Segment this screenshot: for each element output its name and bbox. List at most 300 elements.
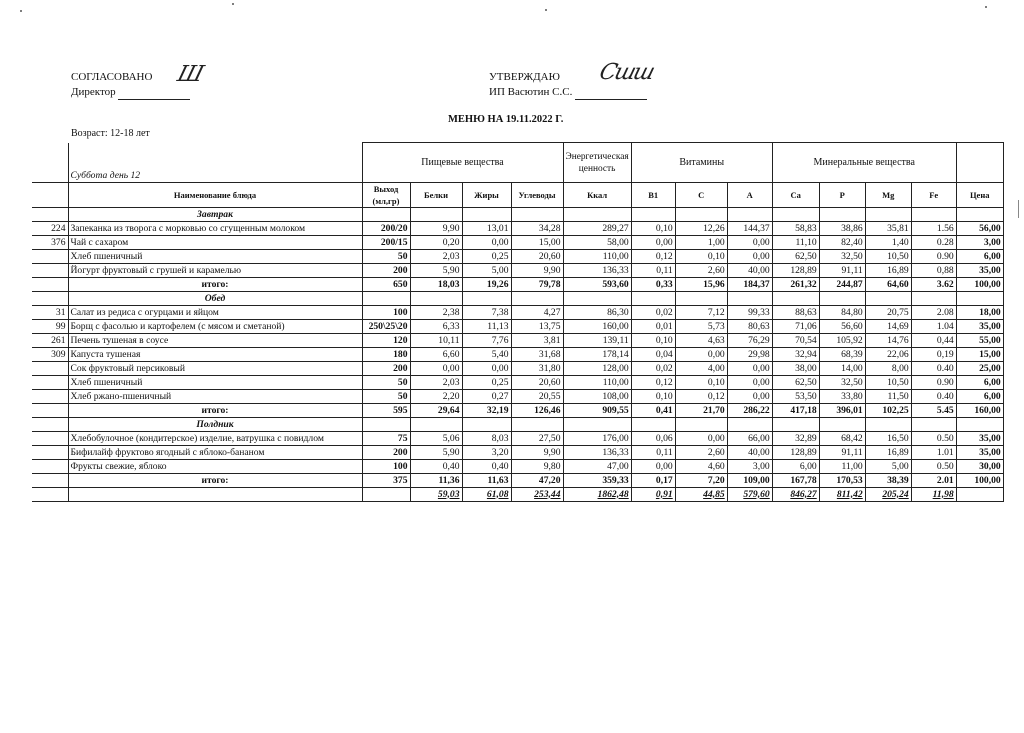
recipe-code: 261	[32, 334, 68, 348]
grand-total-c: 44,85	[675, 488, 727, 502]
cell-c: 0,00	[675, 348, 727, 362]
column-header-row	[32, 183, 1003, 208]
cell-ca: 128,89	[772, 264, 819, 278]
cell-kcal: 110,00	[563, 250, 631, 264]
cell-a: 0,00	[727, 362, 772, 376]
cell-protein: 0,40	[410, 460, 462, 474]
grand-total-fat: 61,08	[462, 488, 511, 502]
cell-yield: 75	[362, 432, 410, 446]
cell-b1: 0,11	[631, 446, 675, 460]
cell-protein: 6,60	[410, 348, 462, 362]
total-c: 7,20	[675, 474, 727, 488]
cell-kcal: 136,33	[563, 446, 631, 460]
column-header: A	[727, 183, 772, 208]
dish-name: Салат из редиса с огурцами и яйцом	[68, 306, 362, 320]
total-kcal: 909,55	[563, 404, 631, 418]
cell-fe: 0.50	[911, 460, 956, 474]
cell-kcal: 47,00	[563, 460, 631, 474]
dish-name: Сок фруктовый персиковый	[68, 362, 362, 376]
cell-carbs: 27,50	[511, 432, 563, 446]
cell-fe: 0.28	[911, 236, 956, 250]
cell-protein: 2,03	[410, 250, 462, 264]
cell-kcal: 176,00	[563, 432, 631, 446]
cell-fat: 8,03	[462, 432, 511, 446]
minerals-group-header: Минеральные вещества	[772, 143, 956, 183]
cell-a: 99,33	[727, 306, 772, 320]
cell-fat: 0,25	[462, 250, 511, 264]
total-price: 100,00	[956, 474, 1003, 488]
total-yield: 650	[362, 278, 410, 292]
total-yield: 595	[362, 404, 410, 418]
dish-row	[32, 446, 1003, 460]
cell-yield: 120	[362, 334, 410, 348]
cell-protein: 0,00	[410, 362, 462, 376]
cell-p: 11,00	[819, 460, 865, 474]
column-header: Mg	[865, 183, 911, 208]
cell-price: 6,00	[956, 390, 1003, 404]
approval-block	[71, 70, 190, 100]
director-signature-line	[118, 99, 190, 100]
cell-fe: 1.56	[911, 222, 956, 236]
column-header: Жиры	[462, 183, 511, 208]
cell-protein: 5,90	[410, 446, 462, 460]
dish-name: Борщ с фасолью и картофелем (с мясом и сметаной)	[68, 320, 362, 334]
cell-price: 35,00	[956, 264, 1003, 278]
cell-yield: 50	[362, 390, 410, 404]
cell-kcal: 108,00	[563, 390, 631, 404]
cell-c: 7,12	[675, 306, 727, 320]
cell-price: 35,00	[956, 320, 1003, 334]
column-header: Fe	[911, 183, 956, 208]
cell-kcal: 136,33	[563, 264, 631, 278]
total-carbs: 79,78	[511, 278, 563, 292]
cell-fat: 13,01	[462, 222, 511, 236]
recipe-code	[32, 376, 68, 390]
dish-row	[32, 222, 1003, 236]
cell-a: 66,00	[727, 432, 772, 446]
section-title: Завтрак	[68, 208, 362, 222]
recipe-code: 376	[32, 236, 68, 250]
recipe-code: 99	[32, 320, 68, 334]
cell-c: 5,73	[675, 320, 727, 334]
cell-price: 6,00	[956, 376, 1003, 390]
cell-fe: 0.90	[911, 376, 956, 390]
cell-fe: 0.50	[911, 432, 956, 446]
cell-mg: 35,81	[865, 222, 911, 236]
cell-kcal: 58,00	[563, 236, 631, 250]
dish-name: Хлеб ржано-пшеничный	[68, 390, 362, 404]
dish-row	[32, 460, 1003, 474]
recipe-code: 309	[32, 348, 68, 362]
cell-ca: 38,00	[772, 362, 819, 376]
column-header: Ca	[772, 183, 819, 208]
cell-p: 32,50	[819, 376, 865, 390]
dish-row	[32, 362, 1003, 376]
dish-name: Запеканка из творога с морковью со сгущенным молоком	[68, 222, 362, 236]
cell-p: 14,00	[819, 362, 865, 376]
cell-mg: 20,75	[865, 306, 911, 320]
total-ca: 417,18	[772, 404, 819, 418]
cell-protein: 0,20	[410, 236, 462, 250]
cell-yield: 100	[362, 306, 410, 320]
dish-name: Бифилайф фруктово ягодный с яблоко-бананом	[68, 446, 362, 460]
cell-p: 38,86	[819, 222, 865, 236]
cell-carbs: 15,00	[511, 236, 563, 250]
total-mg: 38,39	[865, 474, 911, 488]
cell-fe: 0.40	[911, 390, 956, 404]
director-signature: Ш	[174, 62, 205, 87]
cell-ca: 58,83	[772, 222, 819, 236]
cell-a: 80,63	[727, 320, 772, 334]
vitamins-group-header: Витамины	[631, 143, 772, 183]
dish-row	[32, 236, 1003, 250]
cell-p: 32,50	[819, 250, 865, 264]
cell-fat: 0,27	[462, 390, 511, 404]
total-kcal: 593,60	[563, 278, 631, 292]
total-fat: 19,26	[462, 278, 511, 292]
total-c: 15,96	[675, 278, 727, 292]
cell-p: 84,80	[819, 306, 865, 320]
cell-protein: 9,90	[410, 222, 462, 236]
dish-name: Капуста тушеная	[68, 348, 362, 362]
cell-fe: 0,19	[911, 348, 956, 362]
total-ca: 261,32	[772, 278, 819, 292]
cell-fat: 0,25	[462, 376, 511, 390]
grand-total-fe: 11,98	[911, 488, 956, 502]
cell-kcal: 128,00	[563, 362, 631, 376]
cell-kcal: 86,30	[563, 306, 631, 320]
confirm-signature: Сшш	[596, 60, 656, 85]
total-b1: 0,17	[631, 474, 675, 488]
group-header-row	[32, 143, 1003, 183]
cell-ca: 62,50	[772, 250, 819, 264]
total-protein: 11,36	[410, 474, 462, 488]
cell-protein: 5,90	[410, 264, 462, 278]
total-mg: 102,25	[865, 404, 911, 418]
grand-total-row	[32, 488, 1003, 502]
total-mg: 64,60	[865, 278, 911, 292]
cell-p: 56,60	[819, 320, 865, 334]
cell-carbs: 4,27	[511, 306, 563, 320]
dish-row	[32, 432, 1003, 446]
dish-name: Хлеб пшеничный	[68, 376, 362, 390]
recipe-code	[32, 460, 68, 474]
total-p: 170,53	[819, 474, 865, 488]
dish-row	[32, 306, 1003, 320]
cell-carbs: 20,60	[511, 250, 563, 264]
total-fat: 11,63	[462, 474, 511, 488]
dish-row	[32, 334, 1003, 348]
recipe-code	[32, 250, 68, 264]
cell-carbs: 9,90	[511, 446, 563, 460]
total-carbs: 126,46	[511, 404, 563, 418]
cell-ca: 32,89	[772, 432, 819, 446]
section-title: Полдник	[68, 418, 362, 432]
cell-fe: 0,44	[911, 334, 956, 348]
cell-b1: 0,02	[631, 362, 675, 376]
column-header: C	[675, 183, 727, 208]
nutrients-group-header: Пищевые вещества	[362, 143, 563, 183]
cell-mg: 22,06	[865, 348, 911, 362]
dish-name: Хлеб пшеничный	[68, 250, 362, 264]
total-b1: 0,33	[631, 278, 675, 292]
cell-fe: 2.08	[911, 306, 956, 320]
grand-total-carbs: 253,44	[511, 488, 563, 502]
cell-ca: 71,06	[772, 320, 819, 334]
cell-p: 91,11	[819, 264, 865, 278]
cell-carbs: 34,28	[511, 222, 563, 236]
cell-price: 35,00	[956, 446, 1003, 460]
cell-c: 4,63	[675, 334, 727, 348]
recipe-code	[32, 264, 68, 278]
total-c: 21,70	[675, 404, 727, 418]
total-row	[32, 474, 1003, 488]
cell-yield: 250\25\20	[362, 320, 410, 334]
total-a: 109,00	[727, 474, 772, 488]
total-protein: 18,03	[410, 278, 462, 292]
dish-row	[32, 390, 1003, 404]
recipe-code	[32, 362, 68, 376]
dish-row	[32, 348, 1003, 362]
code-header	[32, 183, 68, 208]
cell-fat: 0,00	[462, 362, 511, 376]
cell-carbs: 13,75	[511, 320, 563, 334]
total-kcal: 359,33	[563, 474, 631, 488]
cell-mg: 14,69	[865, 320, 911, 334]
cell-fat: 3,20	[462, 446, 511, 460]
cell-c: 0,00	[675, 432, 727, 446]
cell-a: 0,00	[727, 376, 772, 390]
cell-price: 56,00	[956, 222, 1003, 236]
cell-mg: 16,89	[865, 264, 911, 278]
cell-a: 40,00	[727, 264, 772, 278]
cell-ca: 128,89	[772, 446, 819, 460]
cell-price: 6,00	[956, 250, 1003, 264]
dish-row	[32, 250, 1003, 264]
section-row	[32, 208, 1003, 222]
total-protein: 29,64	[410, 404, 462, 418]
cell-price: 35,00	[956, 432, 1003, 446]
total-fe: 5.45	[911, 404, 956, 418]
cell-a: 3,00	[727, 460, 772, 474]
total-p: 396,01	[819, 404, 865, 418]
recipe-code	[32, 390, 68, 404]
dish-row	[32, 320, 1003, 334]
total-a: 184,37	[727, 278, 772, 292]
cell-c: 12,26	[675, 222, 727, 236]
cell-p: 91,11	[819, 446, 865, 460]
director-label: Директор	[71, 86, 116, 98]
dish-row	[32, 264, 1003, 278]
cell-p: 68,42	[819, 432, 865, 446]
cell-kcal: 110,00	[563, 376, 631, 390]
recipe-code: 31	[32, 306, 68, 320]
cell-b1: 0,10	[631, 390, 675, 404]
cell-protein: 5,06	[410, 432, 462, 446]
cell-mg: 5,00	[865, 460, 911, 474]
column-header: Цена	[956, 183, 1003, 208]
column-header: Ккал	[563, 183, 631, 208]
dish-name: Хлебобулочное (кондитерское) изделие, ватрушка с повидлом	[68, 432, 362, 446]
cell-a: 0,00	[727, 390, 772, 404]
cell-fat: 5,40	[462, 348, 511, 362]
grand-total-ca: 846,27	[772, 488, 819, 502]
dish-name: Йогурт фруктовый с грушей и карамелью	[68, 264, 362, 278]
cell-mg: 8,00	[865, 362, 911, 376]
cell-price: 18,00	[956, 306, 1003, 320]
cell-mg: 11,50	[865, 390, 911, 404]
cell-fe: 0.90	[911, 250, 956, 264]
dish-name: Чай с сахаром	[68, 236, 362, 250]
cell-ca: 6,00	[772, 460, 819, 474]
cell-a: 40,00	[727, 446, 772, 460]
cell-yield: 50	[362, 250, 410, 264]
cell-a: 0,00	[727, 236, 772, 250]
cell-kcal: 160,00	[563, 320, 631, 334]
confirm-signature-line	[575, 99, 647, 100]
cell-yield: 100	[362, 460, 410, 474]
grand-total-mg: 205,24	[865, 488, 911, 502]
grand-total-kcal: 1862,48	[563, 488, 631, 502]
cell-price: 30,00	[956, 460, 1003, 474]
cell-b1: 0,06	[631, 432, 675, 446]
cell-price: 3,00	[956, 236, 1003, 250]
cell-protein: 2,20	[410, 390, 462, 404]
grand-total-p: 811,42	[819, 488, 865, 502]
column-header: Углеводы	[511, 183, 563, 208]
total-fat: 32,19	[462, 404, 511, 418]
cell-b1: 0,10	[631, 334, 675, 348]
cell-price: 15,00	[956, 348, 1003, 362]
cell-a: 29,98	[727, 348, 772, 362]
cell-fat: 7,38	[462, 306, 511, 320]
cell-ca: 32,94	[772, 348, 819, 362]
cell-carbs: 20,55	[511, 390, 563, 404]
cell-c: 4,00	[675, 362, 727, 376]
recipe-code	[32, 446, 68, 460]
cell-fat: 5,00	[462, 264, 511, 278]
cell-b1: 0,00	[631, 460, 675, 474]
menu-table	[32, 142, 1004, 502]
column-header: B1	[631, 183, 675, 208]
cell-b1: 0,11	[631, 264, 675, 278]
cell-carbs: 9,90	[511, 264, 563, 278]
cell-fe: 0,88	[911, 264, 956, 278]
recipe-code	[32, 432, 68, 446]
cell-kcal: 178,14	[563, 348, 631, 362]
day-label: Суббота день 12	[68, 143, 362, 183]
cell-c: 4,60	[675, 460, 727, 474]
cell-a: 144,37	[727, 222, 772, 236]
cell-protein: 10,11	[410, 334, 462, 348]
dish-name: Печень тушеная в соусе	[68, 334, 362, 348]
column-header: Белки	[410, 183, 462, 208]
dish-row	[32, 376, 1003, 390]
grand-total-a: 579,60	[727, 488, 772, 502]
age-label: Возраст: 12-18 лет	[71, 128, 150, 139]
cell-p: 68,39	[819, 348, 865, 362]
section-row	[32, 292, 1003, 306]
cell-fe: 1.04	[911, 320, 956, 334]
cell-c: 0,12	[675, 390, 727, 404]
cell-fat: 7,76	[462, 334, 511, 348]
recipe-code: 224	[32, 222, 68, 236]
grand-total-protein: 59,03	[410, 488, 462, 502]
confirm-label: УТВЕРЖДАЮ	[489, 71, 560, 83]
cell-protein: 2,03	[410, 376, 462, 390]
cell-yield: 200/20	[362, 222, 410, 236]
cell-mg: 1,40	[865, 236, 911, 250]
cell-c: 0,10	[675, 376, 727, 390]
cell-b1: 0,02	[631, 306, 675, 320]
cell-p: 105,92	[819, 334, 865, 348]
total-b1: 0,41	[631, 404, 675, 418]
cell-a: 0,00	[727, 250, 772, 264]
cell-fat: 0,40	[462, 460, 511, 474]
cell-a: 76,29	[727, 334, 772, 348]
cell-b1: 0,04	[631, 348, 675, 362]
cell-mg: 16,50	[865, 432, 911, 446]
total-a: 286,22	[727, 404, 772, 418]
cell-price: 55,00	[956, 334, 1003, 348]
cell-b1: 0,00	[631, 236, 675, 250]
cell-ca: 11,10	[772, 236, 819, 250]
cell-p: 82,40	[819, 236, 865, 250]
cell-yield: 200	[362, 362, 410, 376]
total-row	[32, 404, 1003, 418]
cell-kcal: 289,27	[563, 222, 631, 236]
cell-b1: 0,10	[631, 222, 675, 236]
grand-total-b1: 0,91	[631, 488, 675, 502]
cell-yield: 200	[362, 264, 410, 278]
energy-group-header: Энергетическая ценность	[563, 143, 631, 183]
cell-b1: 0,01	[631, 320, 675, 334]
column-header: P	[819, 183, 865, 208]
cell-b1: 0,12	[631, 376, 675, 390]
section-title: Обед	[68, 292, 362, 306]
confirm-person: ИП Васютин С.С.	[489, 86, 573, 98]
cell-p: 33,80	[819, 390, 865, 404]
cell-mg: 10,50	[865, 376, 911, 390]
total-price: 100,00	[956, 278, 1003, 292]
cell-protein: 6,33	[410, 320, 462, 334]
cell-ca: 62,50	[772, 376, 819, 390]
cell-mg: 16,89	[865, 446, 911, 460]
cell-fe: 1.01	[911, 446, 956, 460]
cell-carbs: 20,60	[511, 376, 563, 390]
cell-yield: 200/15	[362, 236, 410, 250]
cell-yield: 180	[362, 348, 410, 362]
cell-fat: 11,13	[462, 320, 511, 334]
cell-yield: 50	[362, 376, 410, 390]
cell-ca: 70,54	[772, 334, 819, 348]
total-price: 160,00	[956, 404, 1003, 418]
total-row	[32, 278, 1003, 292]
cell-c: 1,00	[675, 236, 727, 250]
total-fe: 3.62	[911, 278, 956, 292]
cell-mg: 10,50	[865, 250, 911, 264]
cell-price: 25,00	[956, 362, 1003, 376]
total-label: итого:	[68, 404, 362, 418]
column-header: Наименование блюда	[68, 183, 362, 208]
cell-yield: 200	[362, 446, 410, 460]
cell-protein: 2,38	[410, 306, 462, 320]
total-label: итого:	[68, 278, 362, 292]
cell-c: 2,60	[675, 446, 727, 460]
total-ca: 167,78	[772, 474, 819, 488]
cell-ca: 53,50	[772, 390, 819, 404]
cell-c: 2,60	[675, 264, 727, 278]
